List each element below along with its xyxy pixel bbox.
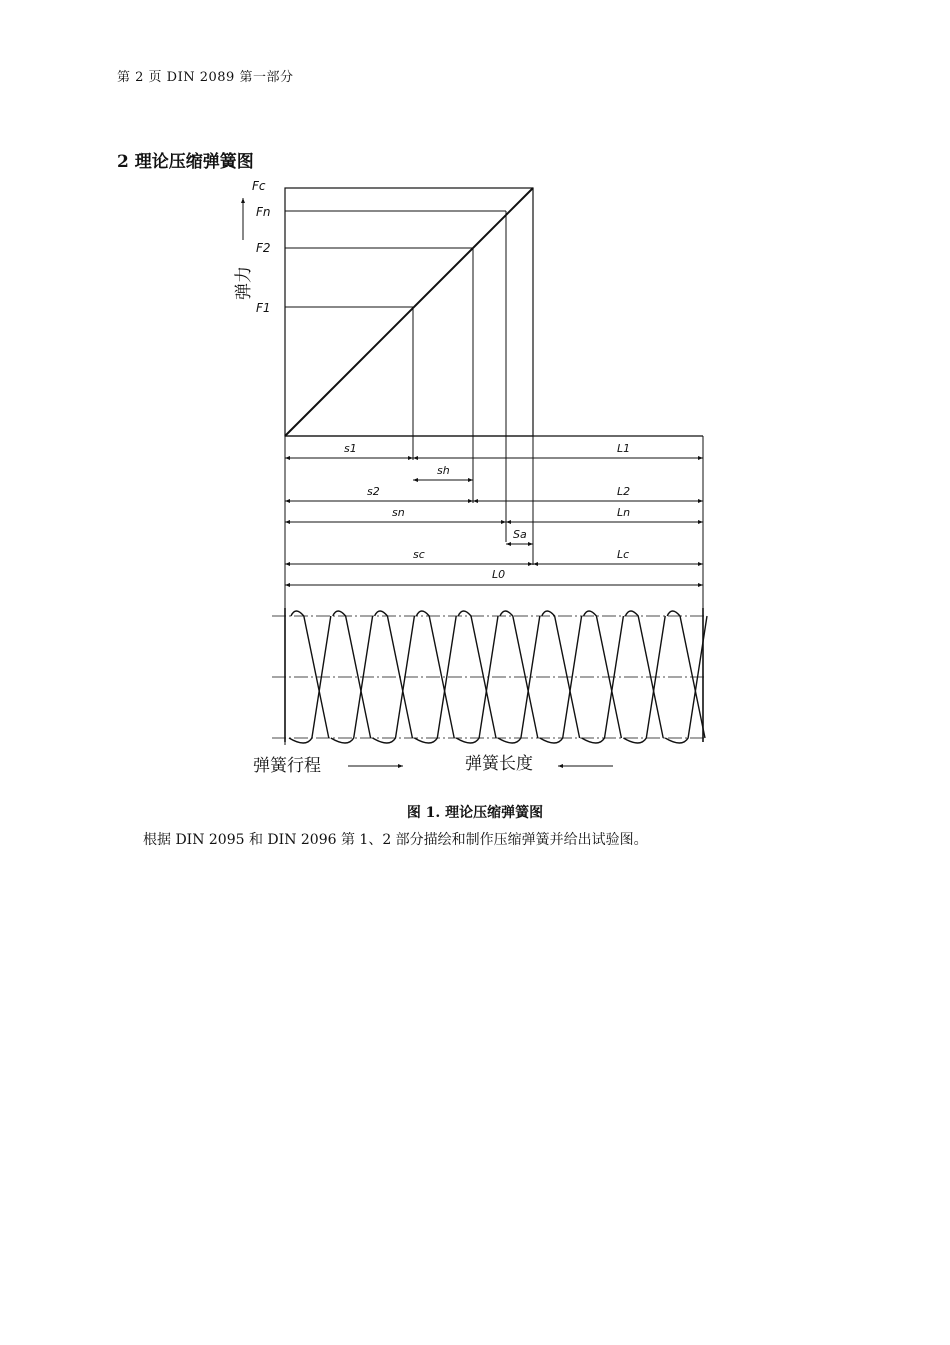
f1-label: F1: [256, 301, 271, 315]
spring-wire-back: [289, 616, 707, 743]
fn-label: Fn: [256, 205, 271, 219]
sn-label: sn: [392, 506, 405, 519]
l2-label: L2: [617, 485, 631, 498]
ln-label: Ln: [617, 506, 631, 519]
fc-label: Fc: [252, 179, 266, 193]
s1-label: s1: [344, 442, 357, 455]
l1-label: L1: [617, 442, 631, 455]
force-axis-title: 弹力: [234, 266, 254, 300]
f2-label: F2: [256, 241, 271, 255]
characteristic-line: [285, 188, 533, 436]
sc-label: sc: [413, 548, 425, 561]
s2-label: s2: [367, 485, 380, 498]
spring-coils: [272, 608, 707, 743]
spring-wire: [291, 611, 705, 738]
section-title: 2 理论压缩弹簧图: [117, 152, 254, 172]
sh-label: sh: [437, 464, 450, 477]
spring-stroke-label: 弹簧行程: [253, 756, 321, 776]
figure-caption: 图 1. 理论压缩弹簧图: [406, 805, 544, 821]
spring-diagram-svg: [230, 170, 730, 790]
l0-label: L0: [492, 568, 506, 581]
page-header: 第 2 页 DIN 2089 第一部分: [117, 70, 294, 85]
spring-diagram: [230, 170, 730, 790]
body-paragraph: 根据 DIN 2095 和 DIN 2096 第 1、2 部分描绘和制作压缩弹簧并给出试验图。: [143, 832, 648, 848]
sa-label: Sa: [513, 528, 527, 541]
lc-label: Lc: [617, 548, 630, 561]
spring-length-label: 弹簧长度: [465, 754, 533, 774]
